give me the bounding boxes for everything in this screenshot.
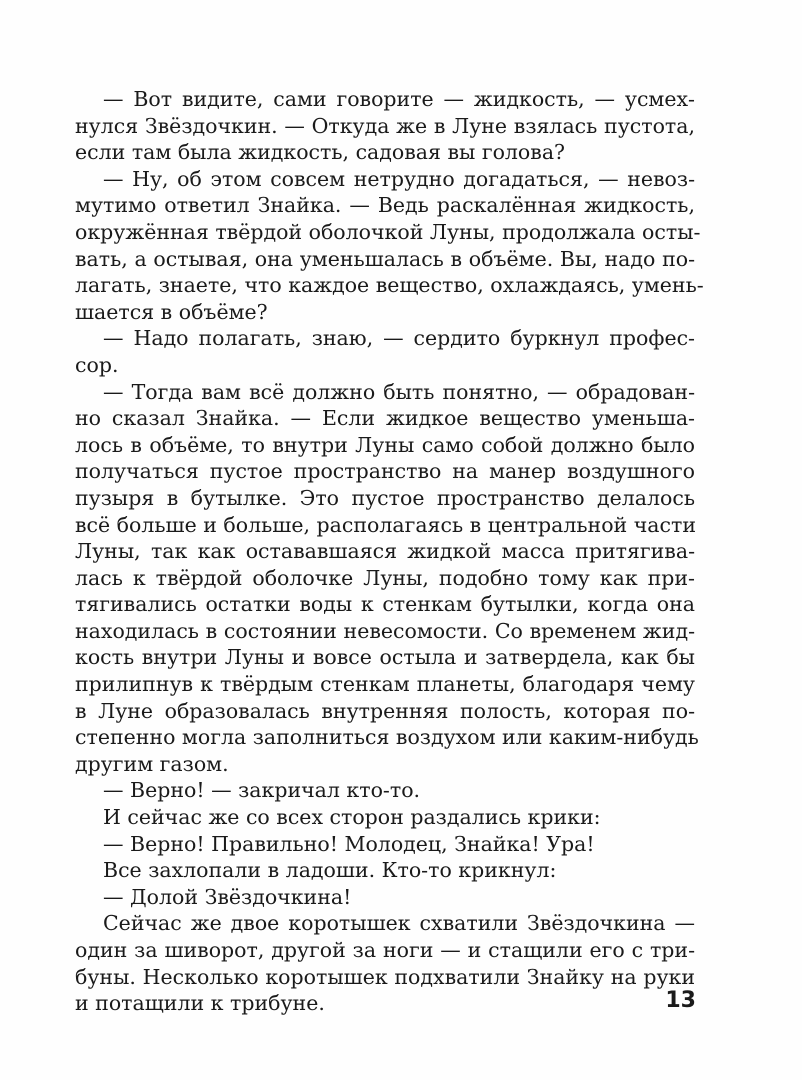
- text-line: если там была жидкость, садовая вы голова?: [75, 140, 566, 165]
- text-line: и потащили к трибуне.: [75, 991, 325, 1016]
- text-line: — Надо полагать, знаю, — сердито буркнул профес-: [103, 326, 695, 351]
- text-line: — Ну, об этом совсем нетрудно догадаться, — невоз-: [103, 166, 695, 191]
- text-line: нулся Звёздочкин. — Откуда же в Луне взялась пустота,: [75, 113, 695, 138]
- text-line: вать, а остывая, она уменьшалась в объёме. Вы, надо по-: [75, 246, 695, 271]
- text-line: степенно могла заполниться воздухом или каким-нибудь: [75, 725, 699, 750]
- text-line: — Долой Звёздочкина!: [103, 884, 352, 909]
- text-line: буны. Несколько коротышек подхватили Знайку на руки: [75, 964, 695, 989]
- text-line: лась к твёрдой оболочке Луны, подобно тому как при-: [75, 565, 695, 590]
- text-line: — Вот видите, сами говорите — жидкость, — усмех-: [103, 87, 695, 111]
- text-line: Все захлопали в ладоши. Кто-то крикнул:: [103, 858, 557, 883]
- text-line: всё больше и больше, располагаясь в центральной части: [75, 512, 696, 537]
- body-text: [75, 86, 704, 1017]
- text-line: в Луне образовалась внутренняя полость, которая по-: [75, 698, 695, 723]
- text-line: — Верно! — закричал кто-то.: [103, 778, 421, 803]
- text-line: сор.: [75, 352, 119, 377]
- text-line: кость внутри Луны и вовсе остыла и затвердела, как бы: [75, 645, 695, 670]
- text-line: находилась в состоянии невесомости. Со временем жид-: [75, 618, 695, 643]
- text-line: прилипнув к твёрдым стенкам планеты, благодаря чему: [75, 672, 695, 697]
- text-line: И сейчас же со всех сторон раздались крики:: [103, 805, 601, 830]
- text-line: мутимо ответил Знайка. — Ведь раскалённая жидкость,: [75, 193, 695, 218]
- text-line: тягивались остатки воды к стенкам бутылки, когда она: [75, 592, 695, 617]
- text-line: пузыря в бутылке. Это пустое пространство делалось: [75, 485, 695, 510]
- text-line: — Тогда вам всё должно быть понятно, — обрадован-: [103, 379, 695, 404]
- text-line: Сейчас же двое коротышек схватили Звёздочкина —: [103, 911, 695, 936]
- text-line: но сказал Знайка. — Если жидкое вещество уменьша-: [75, 406, 695, 431]
- text-line: — Верно! Правильно! Молодец, Знайка! Ура!: [103, 831, 595, 856]
- text-line: получаться пустое пространство на манер воздушного: [75, 459, 695, 484]
- text-line: Луны, так как остававшаяся жидкой масса притягива-: [75, 539, 695, 564]
- text-line: другим газом.: [75, 751, 229, 776]
- page-number: 13: [665, 988, 696, 1013]
- text-line: шается в объёме?: [75, 299, 268, 324]
- text-line: лось в объёме, то внутри Луны само собой должно было: [75, 432, 695, 457]
- text-line: лагать, знаете, что каждое вещество, охлаждаясь, умень-: [75, 273, 704, 298]
- text-line: один за шиворот, другой за ноги — и стащили его с три-: [75, 938, 695, 962]
- text-line: окружённая твёрдой оболочкой Луны, продолжала осты-: [75, 219, 701, 244]
